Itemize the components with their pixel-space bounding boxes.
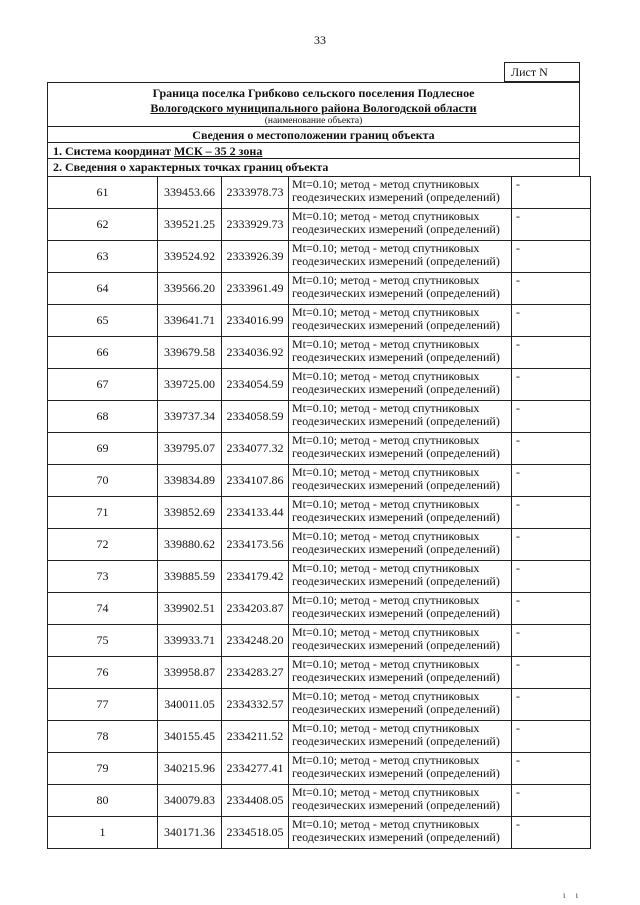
coord-x: 339795.07 <box>158 433 222 465</box>
coord-y: 2333929.73 <box>222 209 289 241</box>
coord-y: 2333926.39 <box>222 241 289 273</box>
point-note: - <box>512 177 591 209</box>
point-description: Mt=0.10; метод - метод спутниковых геодезических измерений (определений) <box>289 465 512 497</box>
table-row <box>48 625 591 657</box>
coord-y: 2334077.32 <box>222 433 289 465</box>
coord-x: 339958.87 <box>158 657 222 689</box>
coord-y: 2334332.57 <box>222 689 289 721</box>
table-row <box>48 273 591 305</box>
table-row <box>48 369 591 401</box>
point-note: - <box>512 433 591 465</box>
table-row <box>48 753 591 785</box>
table-row <box>48 689 591 721</box>
point-number: 78 <box>48 721 158 753</box>
point-number: 74 <box>48 593 158 625</box>
point-description: Mt=0.10; метод - метод спутниковых геодезических измерений (определений) <box>289 241 512 273</box>
coord-x: 339679.58 <box>158 337 222 369</box>
table-row <box>48 209 591 241</box>
object-title-note: (наименование объекта) <box>264 116 363 126</box>
point-note: - <box>512 561 591 593</box>
point-number: 67 <box>48 369 158 401</box>
coord-y: 2334203.87 <box>222 593 289 625</box>
point-description: Mt=0.10; метод - метод спутниковых геодезических измерений (определений) <box>289 433 512 465</box>
point-note: - <box>512 401 591 433</box>
table-row <box>48 401 591 433</box>
coord-y: 2334518.05 <box>222 817 289 849</box>
coord-y: 2334179.42 <box>222 561 289 593</box>
document-form <box>47 82 580 849</box>
coord-x: 339933.71 <box>158 625 222 657</box>
section-header: Сведения о местоположении границ объекта <box>47 126 580 142</box>
coord-y: 2334054.59 <box>222 369 289 401</box>
point-description: Mt=0.10; метод - метод спутниковых геодезических измерений (определений) <box>289 753 512 785</box>
coord-x: 339725.00 <box>158 369 222 401</box>
table-row <box>48 497 591 529</box>
point-description: Mt=0.10; метод - метод спутниковых геодезических измерений (определений) <box>289 209 512 241</box>
point-description: Mt=0.10; метод - метод спутниковых геодезических измерений (определений) <box>289 721 512 753</box>
object-title-line-1: Граница поселка Грибково сельского поселения Подлесное <box>152 86 475 100</box>
coord-x: 339834.89 <box>158 465 222 497</box>
point-number: 72 <box>48 529 158 561</box>
point-note: - <box>512 817 591 849</box>
table-row <box>48 177 591 209</box>
sheet-label: Лист N <box>504 62 580 82</box>
point-description: Mt=0.10; метод - метод спутниковых геодезических измерений (определений) <box>289 561 512 593</box>
coord-system-prefix: 1. Система координат <box>53 144 174 158</box>
point-number: 80 <box>48 785 158 817</box>
coord-y: 2334277.41 <box>222 753 289 785</box>
point-note: - <box>512 753 591 785</box>
object-title-line-2: Вологодского муниципального района Вологодской области <box>150 101 477 115</box>
coord-x: 339852.69 <box>158 497 222 529</box>
point-note: - <box>512 209 591 241</box>
point-description: Mt=0.10; метод - метод спутниковых геодезических измерений (определений) <box>289 657 512 689</box>
point-note: - <box>512 337 591 369</box>
point-number: 66 <box>48 337 158 369</box>
table-row <box>48 465 591 497</box>
point-description: Mt=0.10; метод - метод спутниковых геодезических измерений (определений) <box>289 305 512 337</box>
point-description: Mt=0.10; метод - метод спутниковых геодезических измерений (определений) <box>289 177 512 209</box>
point-description: Mt=0.10; метод - метод спутниковых геодезических измерений (определений) <box>289 625 512 657</box>
coord-y: 2333961.49 <box>222 273 289 305</box>
point-note: - <box>512 273 591 305</box>
points-header: 2. Сведения о характерных точках границ объекта <box>47 158 580 176</box>
table-row <box>48 561 591 593</box>
point-number: 65 <box>48 305 158 337</box>
coord-y: 2334133.44 <box>222 497 289 529</box>
point-note: - <box>512 785 591 817</box>
point-number: 63 <box>48 241 158 273</box>
coord-x: 339521.25 <box>158 209 222 241</box>
coord-y: 2334036.92 <box>222 337 289 369</box>
coord-x: 340079.83 <box>158 785 222 817</box>
point-number: 1 <box>48 817 158 849</box>
point-number: 79 <box>48 753 158 785</box>
point-note: - <box>512 625 591 657</box>
coord-y: 2333978.73 <box>222 177 289 209</box>
table-row <box>48 593 591 625</box>
title-block <box>47 82 580 126</box>
table-row <box>48 721 591 753</box>
point-number: 77 <box>48 689 158 721</box>
coord-system-row <box>47 142 580 158</box>
coord-x: 340011.05 <box>158 689 222 721</box>
point-note: - <box>512 529 591 561</box>
point-number: 73 <box>48 561 158 593</box>
point-description: Mt=0.10; метод - метод спутниковых геодезических измерений (определений) <box>289 497 512 529</box>
point-note: - <box>512 593 591 625</box>
coord-x: 339880.62 <box>158 529 222 561</box>
point-description: Mt=0.10; метод - метод спутниковых геодезических измерений (определений) <box>289 817 512 849</box>
coord-y: 2334107.86 <box>222 465 289 497</box>
table-row <box>48 241 591 273</box>
coord-x: 339885.59 <box>158 561 222 593</box>
point-note: - <box>512 305 591 337</box>
coord-x: 339737.34 <box>158 401 222 433</box>
point-note: - <box>512 657 591 689</box>
coord-x: 339566.20 <box>158 273 222 305</box>
table-row <box>48 433 591 465</box>
point-description: Mt=0.10; метод - метод спутниковых геодезических измерений (определений) <box>289 785 512 817</box>
point-description: Mt=0.10; метод - метод спутниковых геодезических измерений (определений) <box>289 401 512 433</box>
point-number: 61 <box>48 177 158 209</box>
point-number: 71 <box>48 497 158 529</box>
point-note: - <box>512 465 591 497</box>
coord-y: 2334408.05 <box>222 785 289 817</box>
coord-x: 339453.66 <box>158 177 222 209</box>
point-number: 76 <box>48 657 158 689</box>
point-note: - <box>512 721 591 753</box>
point-number: 64 <box>48 273 158 305</box>
coord-y: 2334016.99 <box>222 305 289 337</box>
table-row <box>48 337 591 369</box>
coord-x: 340171.36 <box>158 817 222 849</box>
corner-mark: ι ι <box>563 890 583 900</box>
point-number: 69 <box>48 433 158 465</box>
point-number: 75 <box>48 625 158 657</box>
point-note: - <box>512 689 591 721</box>
page-number: 33 <box>314 33 326 47</box>
point-description: Mt=0.10; метод - метод спутниковых геодезических измерений (определений) <box>289 689 512 721</box>
coord-x: 339641.71 <box>158 305 222 337</box>
coord-y: 2334248.20 <box>222 625 289 657</box>
coord-x: 340155.45 <box>158 721 222 753</box>
point-description: Mt=0.10; метод - метод спутниковых геодезических измерений (определений) <box>289 593 512 625</box>
table-row <box>48 817 591 849</box>
point-note: - <box>512 369 591 401</box>
coord-x: 340215.96 <box>158 753 222 785</box>
point-number: 68 <box>48 401 158 433</box>
coord-x: 339902.51 <box>158 593 222 625</box>
point-number: 62 <box>48 209 158 241</box>
coord-system-value: МСК – 35 2 зона <box>173 144 263 158</box>
point-number: 70 <box>48 465 158 497</box>
point-note: - <box>512 497 591 529</box>
point-description: Mt=0.10; метод - метод спутниковых геодезических измерений (определений) <box>289 337 512 369</box>
point-description: Mt=0.10; метод - метод спутниковых геодезических измерений (определений) <box>289 273 512 305</box>
coord-y: 2334058.59 <box>222 401 289 433</box>
table-row <box>48 785 591 817</box>
point-note: - <box>512 241 591 273</box>
table-row <box>48 657 591 689</box>
table-row <box>48 305 591 337</box>
point-description: Mt=0.10; метод - метод спутниковых геодезических измерений (определений) <box>289 369 512 401</box>
coord-y: 2334283.27 <box>222 657 289 689</box>
coord-x: 339524.92 <box>158 241 222 273</box>
coord-y: 2334173.56 <box>222 529 289 561</box>
points-table <box>47 176 591 849</box>
coord-y: 2334211.52 <box>222 721 289 753</box>
table-row <box>48 529 591 561</box>
point-description: Mt=0.10; метод - метод спутниковых геодезических измерений (определений) <box>289 529 512 561</box>
